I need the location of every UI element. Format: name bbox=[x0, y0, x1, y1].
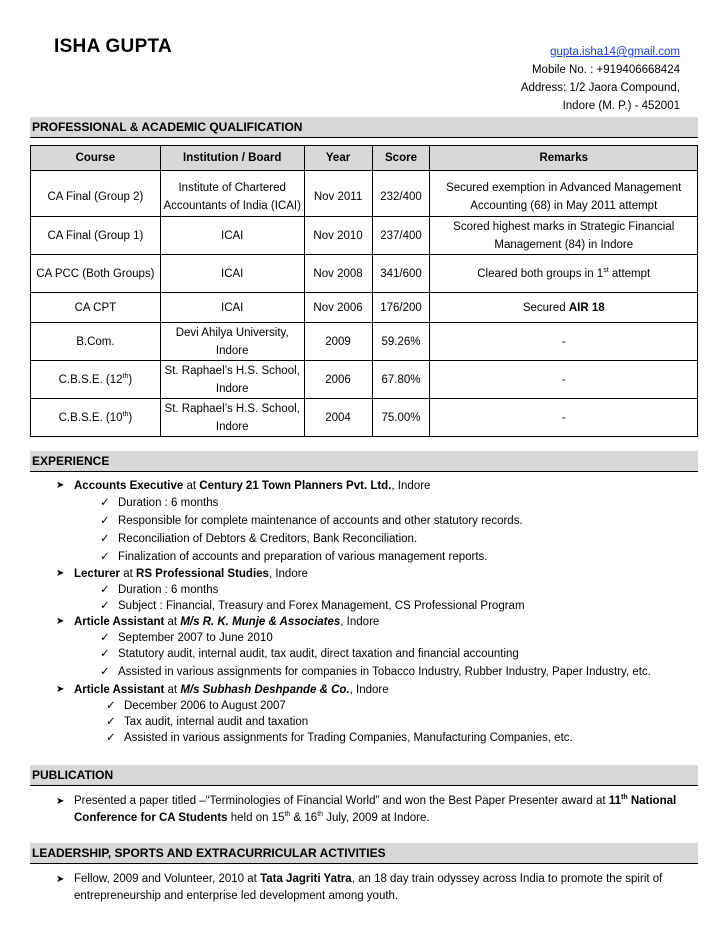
score-cell: 75.00% bbox=[372, 399, 430, 437]
institution-cell: St. Raphael’s H.S. School, Indore bbox=[160, 361, 304, 399]
check-icon: ✓ bbox=[106, 732, 116, 744]
check-icon: ✓ bbox=[100, 666, 110, 678]
address-line-2: Indore (M. P.) - 452001 bbox=[562, 100, 680, 112]
course-cell: C.B.S.E. (10th) bbox=[31, 399, 161, 437]
contact-block bbox=[521, 43, 680, 115]
year-cell: 2006 bbox=[304, 361, 372, 399]
arrow-bullet-icon: ➤ bbox=[56, 684, 65, 695]
course-cell: CA CPT bbox=[31, 293, 161, 323]
check-icon: ✓ bbox=[100, 632, 110, 644]
divider bbox=[30, 863, 698, 864]
score-cell: 232/400 bbox=[372, 179, 430, 217]
job-point: ✓ Assisted in various assignments for Trading Companies, Manufacturing Companies, etc. bbox=[106, 732, 573, 744]
table-row bbox=[31, 323, 698, 361]
institution-cell: St. Raphael’s H.S. School, Indore bbox=[160, 399, 304, 437]
check-icon: ✓ bbox=[106, 700, 116, 712]
qualification-table bbox=[30, 145, 698, 437]
year-cell: 2009 bbox=[304, 323, 372, 361]
section-heading-leadership: LEADERSHIP, SPORTS AND EXTRACURRICULAR ACTIVITIES bbox=[30, 843, 698, 863]
remarks-cell: Cleared both groups in 1st attempt bbox=[430, 255, 698, 293]
remarks-cell: Secured AIR 18 bbox=[430, 293, 698, 323]
mobile-number: Mobile No. : +919406668424 bbox=[531, 64, 680, 76]
check-icon: ✓ bbox=[100, 533, 110, 545]
score-cell: 341/600 bbox=[372, 255, 430, 293]
institution-cell: ICAI bbox=[160, 255, 304, 293]
institution-cell: ICAI bbox=[160, 293, 304, 323]
job-point: ✓ Tax audit, internal audit and taxation bbox=[106, 716, 309, 728]
job-point: ✓ Duration : 6 months bbox=[56, 494, 696, 512]
table-row bbox=[31, 361, 698, 399]
check-icon: ✓ bbox=[100, 497, 110, 509]
job-point: ✓ Subject : Financial, Treasury and Forex Management, CS Professional Program bbox=[100, 600, 525, 612]
year-cell: Nov 2010 bbox=[304, 217, 372, 255]
column-header: Year bbox=[304, 146, 372, 171]
check-icon: ✓ bbox=[100, 515, 110, 527]
course-cell: CA Final (Group 2) bbox=[31, 179, 161, 217]
column-header: Institution / Board bbox=[160, 146, 304, 171]
arrow-bullet-icon: ➤ bbox=[56, 568, 65, 579]
check-icon: ✓ bbox=[100, 551, 110, 563]
year-cell: Nov 2006 bbox=[304, 293, 372, 323]
remarks-cell: - bbox=[430, 361, 698, 399]
arrow-bullet-icon: ➤ bbox=[56, 616, 65, 627]
remarks-cell: Secured exemption in Advanced Management Accounting (68) in May 2011 attempt bbox=[430, 179, 698, 217]
year-cell: 2004 bbox=[304, 399, 372, 437]
experience-list bbox=[56, 478, 696, 746]
table-row bbox=[31, 399, 698, 437]
job-point: ✓ Duration : 6 months bbox=[100, 584, 219, 596]
institution-cell: ICAI bbox=[160, 217, 304, 255]
column-header: Score bbox=[372, 146, 430, 171]
course-cell: B.Com. bbox=[31, 323, 161, 361]
year-cell: Nov 2008 bbox=[304, 255, 372, 293]
section-heading-publication: PUBLICATION bbox=[30, 765, 698, 785]
score-cell: 176/200 bbox=[372, 293, 430, 323]
section-heading-experience: EXPERIENCE bbox=[30, 451, 698, 471]
score-cell: 237/400 bbox=[372, 217, 430, 255]
column-header: Remarks bbox=[430, 146, 698, 171]
check-icon: ✓ bbox=[100, 648, 110, 660]
candidate-name: ISHA GUPTA bbox=[54, 36, 173, 57]
course-cell: C.B.S.E. (12th) bbox=[31, 361, 161, 399]
table-row bbox=[31, 255, 698, 293]
table-header-row bbox=[31, 146, 698, 171]
publication-item: ➤ Presented a paper titled –“Terminologies of Financial World” and won the Best Paper Presenter award at 11th National Conference for CA Students held on 15th & 16th July, 2009 at Indore. bbox=[56, 794, 677, 824]
address-line-1: Address: 1/2 Jaora Compound, bbox=[520, 82, 680, 94]
arrow-bullet-icon: ➤ bbox=[56, 796, 65, 807]
check-icon: ✓ bbox=[100, 600, 110, 612]
course-cell: CA Final (Group 1) bbox=[31, 217, 161, 255]
column-header: Course bbox=[31, 146, 161, 171]
check-icon: ✓ bbox=[106, 716, 116, 728]
score-cell: 67.80% bbox=[372, 361, 430, 399]
table-spacer-row bbox=[31, 171, 698, 179]
check-icon: ✓ bbox=[100, 584, 110, 596]
job-point: ✓ September 2007 to June 2010 bbox=[100, 632, 273, 644]
leadership-item: ➤ Fellow, 2009 and Volunteer, 2010 at Tata Jagriti Yatra, an 18 day train odyssey across India to promote the spirit of entrepreneurship and enterprise led development among youth. bbox=[56, 873, 663, 902]
divider bbox=[30, 785, 698, 786]
arrow-bullet-icon: ➤ bbox=[56, 480, 65, 491]
score-cell: 59.26% bbox=[372, 323, 430, 361]
job-point: ✓ Responsible for complete maintenance of accounts and other statutory records. bbox=[56, 512, 696, 530]
job-point: ✓ December 2006 to August 2007 bbox=[106, 700, 286, 712]
course-cell: CA PCC (Both Groups) bbox=[31, 255, 161, 293]
table-row bbox=[31, 293, 698, 323]
divider bbox=[30, 137, 698, 138]
job-item: ➤ Accounts Executive at Century 21 Town Planners Pvt. Ltd., Indore bbox=[56, 480, 431, 492]
job-point: ✓ Reconciliation of Debtors & Creditors, Bank Reconciliation. bbox=[56, 530, 696, 548]
job-point: ✓ Assisted in various assignments for companies in Tobacco Industry, Rubber Industry, Paper Industry, etc. bbox=[56, 662, 696, 682]
institution-cell: Devi Ahilya University, Indore bbox=[160, 323, 304, 361]
job-point: ✓ Statutory audit, internal audit, tax audit, direct taxation and financial accounting bbox=[100, 648, 519, 660]
remarks-cell: - bbox=[430, 323, 698, 361]
section-heading-qualification: PROFESSIONAL & ACADEMIC QUALIFICATION bbox=[30, 117, 698, 137]
job-item: ➤ Article Assistant at M/s Subhash Deshpande & Co., Indore bbox=[56, 684, 389, 696]
remarks-cell: Scored highest marks in Strategic Financial Management (84) in Indore bbox=[430, 217, 698, 255]
job-item: ➤ Article Assistant at M/s R. K. Munje & Associates, Indore bbox=[56, 616, 380, 628]
email-link[interactable]: gupta.isha14@gmail.com bbox=[550, 46, 680, 58]
table-row bbox=[31, 179, 698, 217]
arrow-bullet-icon: ➤ bbox=[56, 874, 65, 885]
job-item: ➤ Lecturer at RS Professional Studies, Indore bbox=[56, 568, 308, 580]
job-point: ✓ Finalization of accounts and preparation of various management reports. bbox=[56, 548, 696, 566]
divider bbox=[30, 471, 698, 472]
remarks-cell: - bbox=[430, 399, 698, 437]
institution-cell: Institute of Chartered Accountants of India (ICAI) bbox=[160, 179, 304, 217]
year-cell: Nov 2011 bbox=[304, 179, 372, 217]
table-row bbox=[31, 217, 698, 255]
